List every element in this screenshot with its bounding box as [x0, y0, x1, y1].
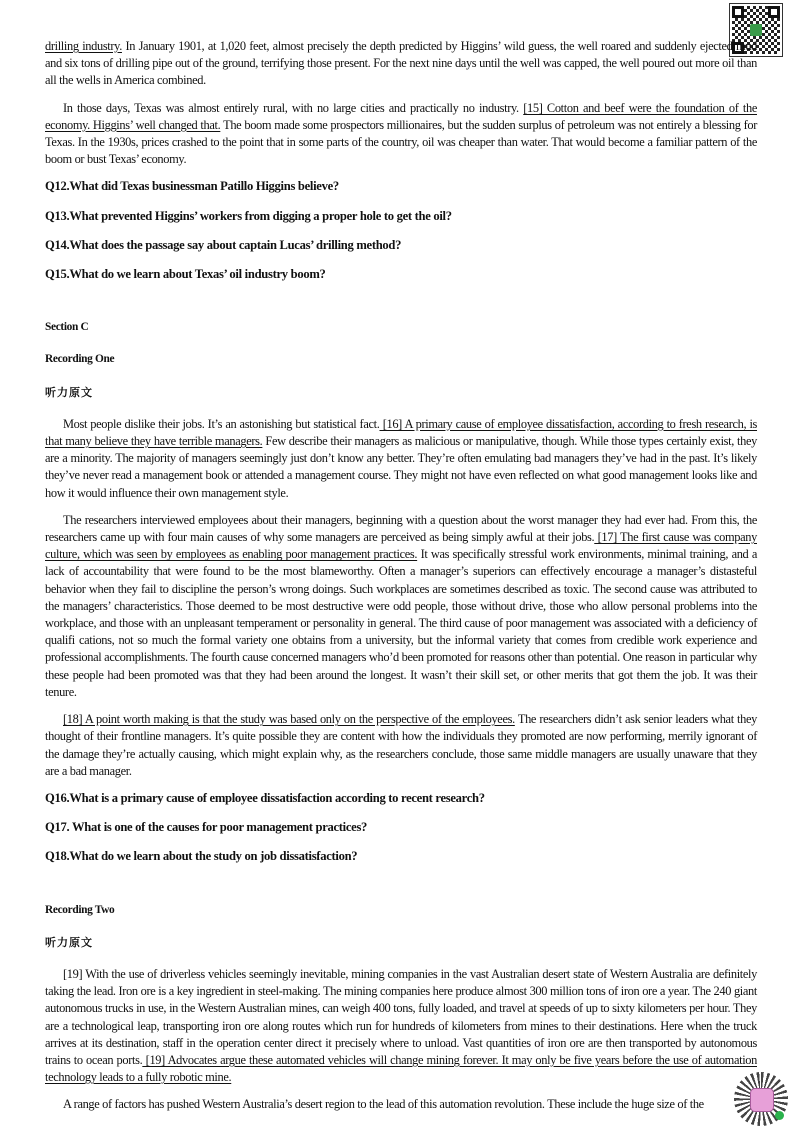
answer-18-underline: [18] A point worth making is that the study was based only on the perspective of the employees. [63, 712, 515, 727]
paragraph-text: The boom made some prospectors millionaires, but the sudden surplus of petroleum was not entirely a blessing for Texas. In the 1930s, prices crashed to the point that in some parts of the country, oil was cheaper than water. That would become a familiar pattern of the boom or bust Texas’ economy. [45, 117, 757, 167]
transcript-label: 听力原文 [45, 385, 93, 399]
answer-16-underline: [16] A primary cause of employee dissatisfaction, according to fresh research, is that many believe they have terrible managers. [45, 416, 758, 449]
paragraph-study-perspective [45, 711, 757, 780]
paragraph-four-causes [45, 512, 757, 701]
document-page [45, 38, 757, 1124]
paragraph-job-dislike [45, 416, 757, 502]
paragraph-text: It was specifically stressful work environments, minimal training, and a lack of accountability that were found to be the most blameworthy. Often a manager’s superiors can effectively encourage a manager’s distasteful behavior when they fail to discipline the person’s wrong doings. Such workplaces are sometimes described as toxic. The second cause was attributed to the managers’ characteristics. Those deemed to be most destructive were odd people, those without drive, those who allow personal problems into the workplace, and those with an unpleasant temperament or personality in general. The third cause of poor management was associated with a deficiency of qualifi cations, not so much the formal variety one obtains from a university, but the informal variety that comes from credible work experience and professional accomplishments. The fourth cause concerned managers who’d been promoted for reasons other than potential. One reason in particular why these people had been promoted was that they had been around the longest. It wasn’t their skill set, or other merits that got them the job. It was their tenure. [45, 547, 757, 699]
answer-19-underline: [19] Advocates argue these automated vehicles will change mining forever. It may only be five years before the use of automation technology leads to a fully robotic mine. [45, 1052, 757, 1085]
question-15: Q15.What do we learn about Texas’ oil industry boom? [45, 267, 326, 282]
paragraph-text: The researchers interviewed employees about their managers, beginning with a question about the worst manager they had ever had. From this, the researchers came up with four main causes of why some managers are perceived as being simply awful at their jobs. [45, 512, 757, 545]
question-13: Q13.What prevented Higgins’ workers from digging a proper hole to get the oil? [45, 208, 452, 223]
underlined-text: drilling industry. [45, 39, 122, 53]
answer-17-underline: [17] The first cause was company culture, which was seen by employees as enabling poor management practices. [45, 530, 757, 562]
mascot-face-icon [750, 1088, 774, 1112]
paragraph-text: Most people dislike their jobs. It’s an astonishing but statistical fact. [63, 416, 380, 431]
recording-one-heading: Recording One [45, 353, 115, 366]
status-dot-icon [775, 1111, 784, 1120]
question-12: Q12.What did Texas businessman Patillo Higgins believe? [45, 179, 339, 194]
paragraph-automation-factors [45, 1096, 757, 1113]
paragraph-texas-well [45, 38, 757, 90]
paragraph-text: In January 1901, at 1,020 feet, almost precisely the depth predicted by Higgins’ wild guess, the well roared and suddenly ejected mud and six tons of drilling pipe out of the ground, terrifying those present. For the next nine days until the well was capped, the well poured out more oil than all the wells in America combined. [45, 39, 758, 88]
section-heading: Section C [45, 321, 89, 334]
paragraph-texas-economy [45, 100, 757, 169]
answer-15-underline: [15] Cotton and beef were the foundation of the economy. Higgins’ well changed that. [45, 100, 757, 132]
mascot-badge-icon [734, 1072, 788, 1126]
qr-logo-icon [750, 24, 762, 36]
recording-two-heading: Recording Two [45, 903, 115, 916]
transcript-label: 听力原文 [45, 935, 93, 949]
paragraph-text: In those days, Texas was almost entirely rural, with no large cities and practically no industry. [63, 100, 524, 115]
question-16: Q16.What is a primary cause of employee dissatisfaction according to recent research? [45, 790, 485, 805]
question-17: Q17. What is one of the causes for poor management practices? [45, 820, 368, 835]
paragraph-text: Few describe their managers as malicious or manipulative, though. While those types certainly exist, they are a minority. The majority of managers seemingly just don’t know any better. They’re often emulating bad managers they’ve had in the past. It’s likely they’ve never read a management book or attended a management course. They might not have even reflected on what good management looks like and how it would influence their own management style. [45, 434, 757, 500]
paragraph-driverless-mining [45, 966, 757, 1086]
paragraph-text: [19] With the use of driverless vehicles seemingly inevitable, mining companies in the vast Australian desert state of Western Australia are definitely taking the lead. Iron ore is a key ingredient in steel-making. The mining companies here produce almost 300 million tons of iron ore a year. The 240 giant autonomous trucks in use, in the Western Australian mines, can weigh 400 tons, fully loaded, and travel at speeds of up to sixty kilometers per hour. They are a technological leap, transporting iron ore along routes which run for hundreds of kilometers from mines to their destinations. Here when the truck arrives at its destination, staff in the operation center direct it precisely where to unload. Vast quantities of iron ore are then transported by autonomous trains to ocean ports. [45, 966, 757, 1067]
question-18: Q18.What do we learn about the study on job dissatisfaction? [45, 849, 358, 864]
question-14: Q14.What does the passage say about captain Lucas’ drilling method? [45, 237, 402, 252]
paragraph-text: A range of factors has pushed Western Australia’s desert region to the lead of this automation revolution. These include the huge size of the [63, 1097, 704, 1112]
paragraph-text: The researchers didn’t ask senior leaders what they thought of their frontline managers. It’s quite possible they are content with how the individuals they promoted are now performing, merrily ignorant of the damage they’re actually causing, which might explain why, as the researchers conclude, those same middle managers are usually unaware that they are a bad manager. [45, 712, 757, 778]
